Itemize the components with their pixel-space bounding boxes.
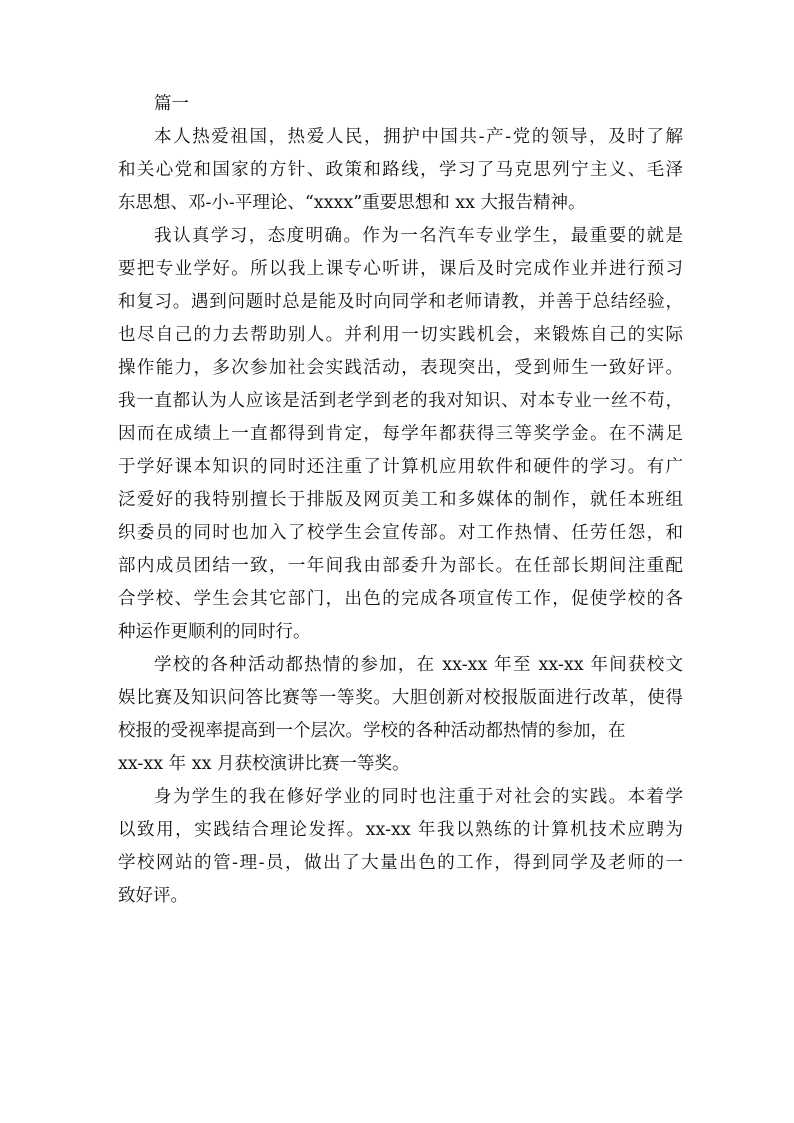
document-body xyxy=(118,88,683,913)
paragraph-2-line-9: 泛爱好的我特别擅长于排版及网页美工和多媒体的制作，就任本班组 xyxy=(118,490,683,510)
paragraph-3-line-2: 娱比赛及知识问答比赛等一等奖。大胆创新对校报版面进行改革，使得 xyxy=(118,688,683,708)
paragraph-3-line-4: xx-xx 年 xx 月获校演讲比赛一等奖。 xyxy=(118,754,410,774)
paragraph-2-line-10: 织委员的同时也加入了校学生会宣传部。对工作热情、任劳任怨，和 xyxy=(118,523,683,543)
paragraph-2-line-13: 种运作更顺利的同时行。 xyxy=(118,622,311,642)
paragraph-2-line-2: 要把专业学好。所以我上课专心听讲，课后及时完成作业并进行预习 xyxy=(118,259,683,279)
paragraph-2-line-4: 也尽自己的力去帮助别人。并利用一切实践机会，来锻炼自己的实际 xyxy=(118,325,683,345)
paragraph-2-line-8: 于学好课本知识的同时还注重了计算机应用软件和硬件的学习。有广 xyxy=(118,457,683,477)
paragraph-2-line-1: 我认真学习，态度明确。作为一名汽车专业学生，最重要的就是 xyxy=(154,226,683,246)
paragraph-4-line-1: 身为学生的我在修好学业的同时也注重于对社会的实践。本着学 xyxy=(154,787,683,807)
paragraph-4-line-2: 以致用，实践结合理论发挥。xx-xx 年我以熟练的计算机技术应聘为 xyxy=(118,820,683,840)
paragraph-2-line-7: 因而在成绩上一直都得到肯定，每学年都获得三等奖学金。在不满足 xyxy=(118,424,683,444)
paragraph-2-line-3: 和复习。遇到问题时总是能及时向同学和老师请教，并善于总结经验， xyxy=(118,292,683,312)
paragraph-1-line-1: 本人热爱祖国，热爱人民，拥护中国共-产-党的领导，及时了解 xyxy=(154,127,683,147)
section-heading: 篇一 xyxy=(154,94,189,114)
paragraph-2-line-5: 操作能力，多次参加社会实践活动，表现突出，受到师生一致好评。 xyxy=(118,358,683,378)
paragraph-1-line-3: 东思想、邓-小-平理论、“xxxx”重要思想和 xx 大报告精神。 xyxy=(118,193,586,213)
paragraph-4-line-3: 学校网站的管-理-员，做出了大量出色的工作，得到同学及老师的一 xyxy=(118,853,683,873)
paragraph-1-line-2: 和关心党和国家的方针、政策和路线，学习了马克思列宁主义、毛泽 xyxy=(118,160,683,180)
paragraph-2-line-6: 我一直都认为人应该是活到老学到老的我对知识、对本专业一丝不苟， xyxy=(118,391,683,411)
paragraph-3-line-3: 校报的受视率提高到一个层次。学校的各种活动都热情的参加，在 xyxy=(118,721,626,741)
paragraph-3-line-1: 学校的各种活动都热情的参加，在 xx-xx 年至 xx-xx 年间获校文 xyxy=(154,655,683,675)
paragraph-4-line-4: 致好评。 xyxy=(118,886,188,906)
paragraph-2-line-11: 部内成员团结一致，一年间我由部委升为部长。在任部长期间注重配 xyxy=(118,556,683,576)
paragraph-2-line-12: 合学校、学生会其它部门，出色的完成各项宣传工作，促使学校的各 xyxy=(118,589,683,609)
